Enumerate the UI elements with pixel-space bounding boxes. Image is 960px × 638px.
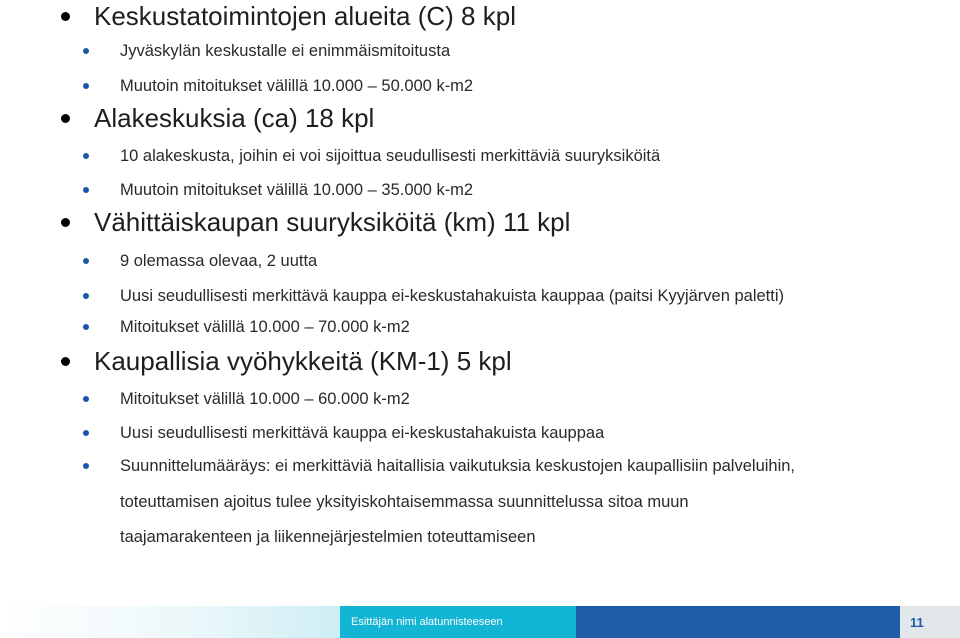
- bullet-level2: [83, 83, 89, 89]
- list-item: Muutoin mitoitukset välillä 10.000 – 35.000 k-m2: [120, 181, 474, 199]
- section-heading-km: Vähittäiskaupan suuryksiköitä (km) 11 kpl: [94, 207, 571, 237]
- list-item: Uusi seudullisesti merkittävä kauppa ei-keskustahakuista kauppaa: [120, 424, 605, 442]
- section-heading-km1: Kaupallisia vyöhykkeitä (KM-1) 5 kpl: [94, 346, 512, 376]
- list-item: 10 alakeskusta, joihin ei voi sijoittua seudullisesti merkittäviä suuryksiköitä: [120, 147, 661, 165]
- list-item: Mitoitukset välillä 10.000 – 70.000 k-m2: [120, 318, 410, 336]
- bullet-level2: [83, 430, 89, 436]
- list-item: Jyväskylän keskustalle ei enimmäismitoitusta: [120, 42, 451, 60]
- bullet-level2: [83, 48, 89, 54]
- list-item: Uusi seudullisesti merkittävä kauppa ei-keskustahakuista kauppaa (paitsi Kyyjärven paletti): [120, 287, 784, 305]
- bullet-level2: [83, 463, 89, 469]
- footer-blue-band: [576, 606, 900, 638]
- bullet-level2: [83, 187, 89, 193]
- footer-gradient: [0, 606, 340, 638]
- list-item: Muutoin mitoitukset välillä 10.000 – 50.000 k-m2: [120, 77, 474, 95]
- bullet-level2: [83, 324, 89, 330]
- section-heading-ca: Alakeskuksia (ca) 18 kpl: [94, 103, 375, 133]
- bullet-level2: [83, 396, 89, 402]
- bullet-level1: [61, 357, 70, 366]
- bullet-level1: [61, 114, 70, 123]
- footer-page-box: [900, 606, 960, 638]
- bullet-level2: [83, 258, 89, 264]
- footer-presenter: Esittäjän nimi alatunnisteeseen: [351, 616, 503, 628]
- section-heading-c: Keskustatoimintojen alueita (C) 8 kpl: [94, 1, 516, 31]
- list-item: Mitoitukset välillä 10.000 – 60.000 k-m2: [120, 390, 410, 408]
- bullet-level1: [61, 218, 70, 227]
- bullet-level2: [83, 293, 89, 299]
- list-item-continuation: toteuttamisen ajoitus tulee yksityiskohtaisemmassa suunnittelussa sitoa muun: [120, 493, 689, 511]
- bullet-level2: [83, 153, 89, 159]
- list-item: 9 olemassa olevaa, 2 uutta: [120, 252, 318, 270]
- list-item-continuation: taajamarakenteen ja liikennejärjestelmien toteuttamiseen: [120, 528, 536, 546]
- footer: [0, 600, 960, 638]
- list-item: Suunnittelumääräys: ei merkittäviä haitallisia vaikutuksia keskustojen kaupallisiin palveluihin,: [120, 457, 796, 475]
- page-number: 11: [910, 615, 924, 630]
- bullet-level1: [61, 12, 70, 21]
